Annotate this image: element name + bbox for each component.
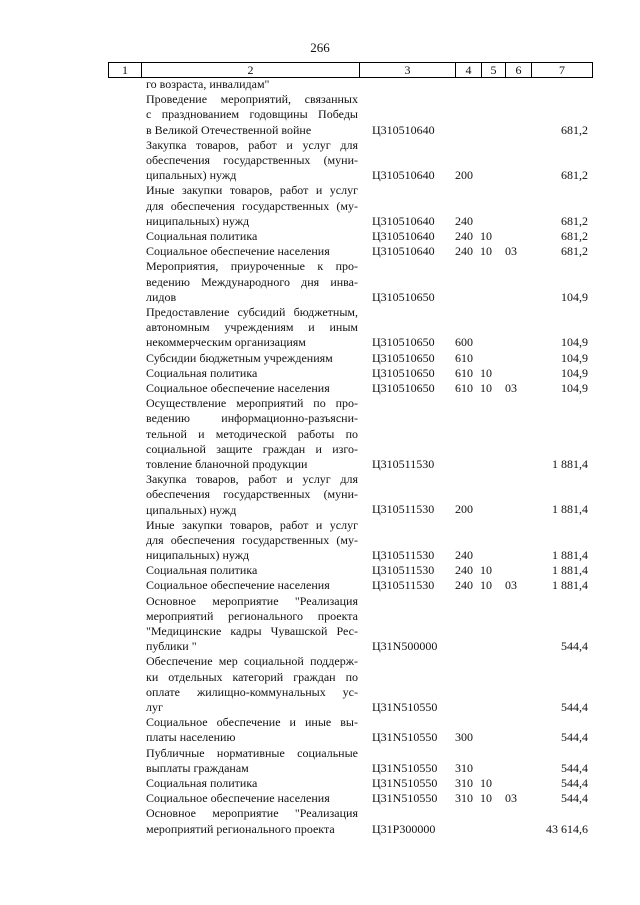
description-line: Социальная политика: [146, 776, 258, 791]
description-line: оплате жилищно-коммунальных ус-: [146, 684, 358, 699]
row-description: [146, 229, 358, 244]
section: 10: [480, 563, 492, 578]
section: 10: [480, 791, 492, 806]
target-code: Ц31Р300000: [372, 821, 436, 836]
expense-type: 240: [455, 578, 473, 593]
section: 10: [480, 776, 492, 791]
expense-type: 300: [455, 730, 473, 745]
description-line: ципальных) нужд: [146, 502, 237, 517]
section: 10: [480, 365, 492, 380]
row-description: [146, 77, 358, 92]
description-line: с празднованием годовщины Победы: [146, 107, 358, 122]
target-code: Ц310510640: [372, 122, 435, 137]
row-description: [146, 715, 358, 745]
description-line: социальной защите граждан и изго-: [146, 441, 358, 456]
description-line: Предоставление субсидий бюджетным,: [146, 304, 358, 319]
description-line: ниципальных) нужд: [146, 213, 250, 228]
target-code: Ц31N510550: [372, 760, 438, 775]
description-line: Осуществление мероприятий по про-: [146, 396, 358, 411]
description-line: "Медицинские кадры Чувашской Рес-: [146, 624, 358, 639]
expense-type: 600: [455, 335, 473, 350]
description-line: Социальная политика: [146, 365, 258, 380]
row-description: [146, 305, 358, 351]
section: 10: [480, 228, 492, 243]
description-line: мероприятий регионального проекта: [146, 821, 335, 836]
row-description: [146, 183, 358, 229]
description-line: Социальное обеспечение населения: [146, 380, 330, 395]
table-row: [0, 77, 640, 92]
subsection: 03: [505, 578, 517, 593]
target-code: Ц310511530: [372, 578, 435, 593]
description-line: тельной и методической работы по: [146, 426, 358, 441]
description-line: Обеспечение мер социальной поддерж-: [146, 654, 358, 669]
description-line: Субсидии бюджетным учреждениям: [146, 350, 333, 365]
row-description: [146, 138, 358, 184]
description-line: обеспечения государственных (муни-: [146, 152, 358, 167]
description-line: Основное мероприятие "Реализация: [146, 806, 358, 821]
table-row: [0, 791, 640, 806]
description-line: Основное мероприятие "Реализация: [146, 593, 358, 608]
description-line: Социальное обеспечение населения: [146, 791, 330, 806]
row-description: [146, 746, 358, 776]
target-code: Ц310510650: [372, 289, 435, 304]
target-code: Ц310511530: [372, 502, 435, 517]
subsection: 03: [505, 380, 517, 395]
description-line: ниципальных) нужд: [146, 548, 250, 563]
table-row: [0, 366, 640, 381]
description-line: Мероприятия, приуроченные к про-: [146, 259, 358, 274]
target-code: Ц310510640: [372, 213, 435, 228]
target-code: Ц310510650: [372, 365, 435, 380]
row-description: [146, 578, 358, 593]
amount: 104,9: [561, 365, 588, 380]
row-description: [146, 654, 358, 715]
target-code: Ц31N510550: [372, 700, 438, 715]
column-header: 7: [532, 63, 593, 78]
column-header: 4: [456, 63, 482, 78]
target-code: Ц310510650: [372, 335, 435, 350]
table-row: [0, 138, 640, 184]
row-description: [146, 806, 358, 836]
description-line: Закупка товаров, работ и услуг для: [146, 472, 358, 487]
table-row: [0, 563, 640, 578]
expense-type: 240: [455, 563, 473, 578]
description-line: мероприятий регионального проекта: [146, 608, 358, 623]
description-line: для обеспечения государственных (му-: [146, 198, 358, 213]
amount: 43 614,6: [546, 821, 588, 836]
amount: 104,9: [561, 350, 588, 365]
amount: 544,4: [561, 700, 588, 715]
row-description: [146, 472, 358, 518]
target-code: Ц31N510550: [372, 730, 438, 745]
expense-type: 240: [455, 548, 473, 563]
description-line: выплаты гражданам: [146, 760, 249, 775]
row-description: [146, 351, 358, 366]
table-row: [0, 654, 640, 715]
amount: 681,2: [561, 168, 588, 183]
amount: 681,2: [561, 122, 588, 137]
description-line: ки отдельных категорий граждан по: [146, 669, 358, 684]
description-line: Публичные нормативные социальные: [146, 745, 358, 760]
amount: 104,9: [561, 335, 588, 350]
row-description: [146, 366, 358, 381]
expense-type: 240: [455, 244, 473, 259]
amount: 1 881,4: [552, 578, 588, 593]
expense-type: 310: [455, 791, 473, 806]
description-line: лидов: [146, 289, 177, 304]
table-row: [0, 92, 640, 138]
expense-type: 200: [455, 502, 473, 517]
description-line: Социальная политика: [146, 228, 258, 243]
table-row: [0, 594, 640, 655]
description-line: некоммерческим организациям: [146, 335, 306, 350]
description-line: го возраста, инвалидам": [146, 77, 270, 91]
target-code: Ц310510640: [372, 244, 435, 259]
target-code: Ц310510650: [372, 380, 435, 395]
description-line: Проведение мероприятий, связанных: [146, 92, 358, 107]
amount: 1 881,4: [552, 502, 588, 517]
column-header: 3: [360, 63, 456, 78]
row-description: [146, 518, 358, 564]
page-number: 266: [310, 40, 330, 55]
amount: 681,2: [561, 228, 588, 243]
description-line: ципальных) нужд: [146, 168, 237, 183]
amount: 544,4: [561, 776, 588, 791]
section: 10: [480, 578, 492, 593]
amount: 544,4: [561, 760, 588, 775]
row-description: [146, 259, 358, 305]
row-description: [146, 381, 358, 396]
description-line: Закупка товаров, работ и услуг для: [146, 137, 358, 152]
row-description: [146, 776, 358, 791]
description-line: луг: [146, 700, 163, 715]
table-row: [0, 229, 640, 244]
column-header: 6: [506, 63, 532, 78]
expense-type: 200: [455, 168, 473, 183]
row-description: [146, 244, 358, 259]
expense-type: 310: [455, 776, 473, 791]
target-code: Ц310511530: [372, 548, 435, 563]
amount: 104,9: [561, 380, 588, 395]
expense-type: 610: [455, 365, 473, 380]
table-row: [0, 715, 640, 745]
description-line: ведению Международного дня инва-: [146, 274, 358, 289]
description-line: обеспечения государственных (муни-: [146, 487, 358, 502]
subsection: 03: [505, 791, 517, 806]
budget-table-body: [0, 77, 640, 837]
table-row: [0, 351, 640, 366]
table-row: [0, 396, 640, 472]
row-description: [146, 791, 358, 806]
expense-type: 610: [455, 380, 473, 395]
table-row: [0, 259, 640, 305]
description-line: Иные закупки товаров, работ и услуг: [146, 517, 358, 532]
amount: 681,2: [561, 244, 588, 259]
description-line: платы населению: [146, 730, 236, 745]
description-line: Социальное обеспечение населения: [146, 244, 330, 259]
amount: 544,4: [561, 791, 588, 806]
amount: 544,4: [561, 730, 588, 745]
amount: 544,4: [561, 639, 588, 654]
row-description: [146, 92, 358, 138]
table-row: [0, 776, 640, 791]
target-code: Ц310511530: [372, 456, 435, 471]
table-row: [0, 381, 640, 396]
table-row: [0, 472, 640, 518]
description-line: Социальное обеспечение населения: [146, 578, 330, 593]
expense-type: 310: [455, 760, 473, 775]
target-code: Ц31N510550: [372, 776, 438, 791]
table-row: [0, 183, 640, 229]
row-description: [146, 594, 358, 655]
target-code: Ц310510640: [372, 228, 435, 243]
section: 10: [480, 244, 492, 259]
column-header: 1: [109, 63, 142, 78]
row-description: [146, 396, 358, 472]
table-row: [0, 578, 640, 593]
description-line: автономным учреждениям и иным: [146, 320, 358, 335]
table-row: [0, 806, 640, 836]
amount: 1 881,4: [552, 548, 588, 563]
column-header: 5: [482, 63, 506, 78]
target-code: Ц310510640: [372, 168, 435, 183]
description-line: для обеспечения государственных (му-: [146, 532, 358, 547]
description-line: ведению информационно-разъясни-: [146, 411, 358, 426]
subsection: 03: [505, 244, 517, 259]
column-header-table: [108, 62, 593, 78]
amount: 1 881,4: [552, 456, 588, 471]
column-header: 2: [142, 63, 360, 78]
table-row: [0, 305, 640, 351]
amount: 104,9: [561, 289, 588, 304]
description-line: публики ": [146, 639, 197, 654]
description-line: товление бланочной продукции: [146, 456, 308, 471]
table-row: [0, 244, 640, 259]
expense-type: 240: [455, 228, 473, 243]
description-line: Социальная политика: [146, 563, 258, 578]
table-row: [0, 518, 640, 564]
description-line: в Великой Отечественной войне: [146, 122, 312, 137]
expense-type: 610: [455, 350, 473, 365]
table-row: [0, 746, 640, 776]
target-code: Ц31N510550: [372, 791, 438, 806]
section: 10: [480, 380, 492, 395]
target-code: Ц31N500000: [372, 639, 438, 654]
target-code: Ц310511530: [372, 563, 435, 578]
amount: 681,2: [561, 213, 588, 228]
description-line: Иные закупки товаров, работ и услуг: [146, 183, 358, 198]
row-description: [146, 563, 358, 578]
amount: 1 881,4: [552, 563, 588, 578]
target-code: Ц310510650: [372, 350, 435, 365]
description-line: Социальное обеспечение и иные вы-: [146, 715, 358, 730]
expense-type: 240: [455, 213, 473, 228]
